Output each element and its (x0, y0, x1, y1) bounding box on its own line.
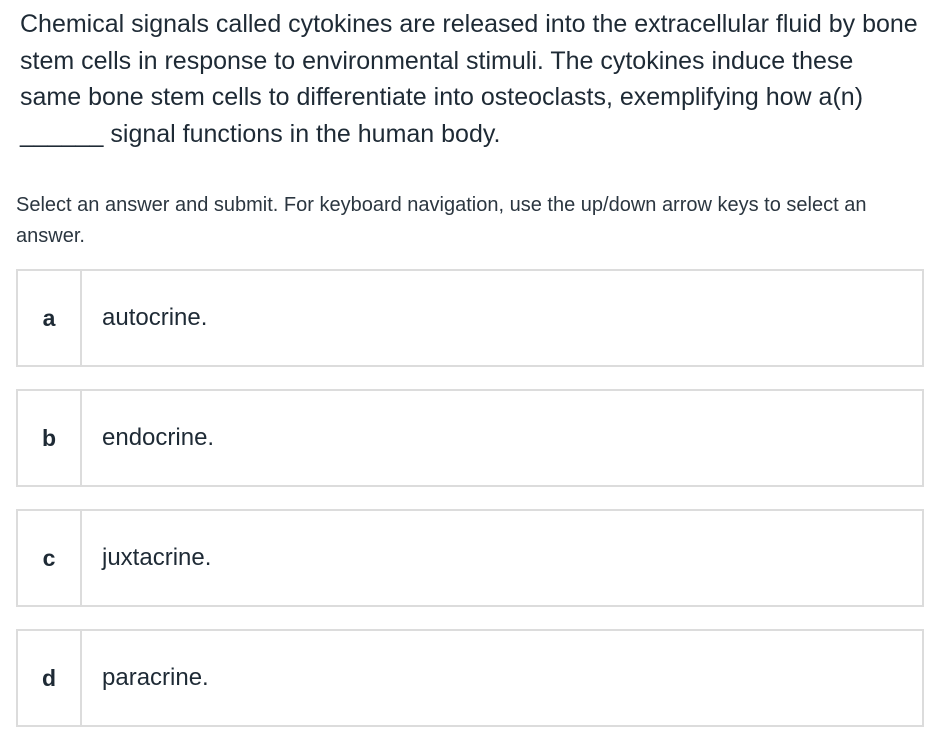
option-text: juxtacrine. (102, 544, 212, 571)
question-text (20, 6, 920, 152)
option-text: endocrine. (102, 424, 215, 451)
question-text-part1: Chemical signals called cytokines are released into the extracellular fluid by bone stem cells in response to environmental stimuli. The cytokines induce these same bone stem cells to differentiate into osteoclasts, exemplifying how a(n) (20, 10, 918, 111)
option-letter: b (18, 391, 82, 485)
answer-blank: ______ (20, 119, 104, 148)
option-letter: c (18, 511, 82, 605)
option-text: paracrine. (102, 664, 209, 691)
answer-option-a[interactable] (16, 269, 924, 367)
option-letter: d (18, 631, 82, 725)
question-text-part2: signal functions in the human body. (103, 119, 501, 148)
answer-option-d[interactable] (16, 629, 924, 727)
answer-option-b[interactable] (16, 389, 924, 487)
option-letter: a (18, 271, 82, 365)
instructions-text: Select an answer and submit. For keyboard navigation, use the up/down arrow keys to select an answer. (16, 194, 867, 247)
answer-option-c[interactable] (16, 509, 924, 607)
option-text: autocrine. (102, 304, 208, 331)
answer-options (16, 269, 924, 749)
